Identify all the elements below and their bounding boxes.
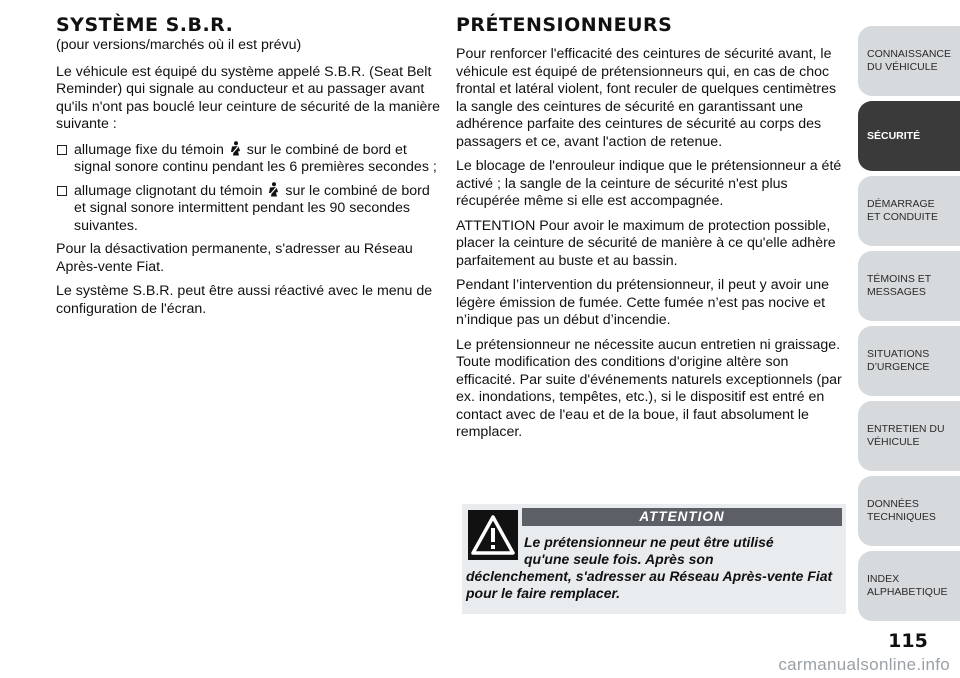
list-item: allumage fixe du témoin sur le combiné de bord et signal sonore continu pendant les 6 premières secondes ; [56, 141, 440, 177]
warning-header: ATTENTION [522, 508, 842, 526]
chapter-tabs [858, 0, 960, 678]
seatbelt-warning-icon [267, 182, 280, 197]
bullet-box-icon [57, 145, 67, 155]
tab-securite[interactable]: SÉCURITÉ [858, 101, 960, 171]
paragraph: ATTENTION Pour avoir le maximum de protection possible, placer la ceinture de sécurité de manière à ce qu'elle adhère parfaitement au buste et au bassin. [456, 217, 836, 269]
tab-temoins-messages[interactable]: TÉMOINS ET MESSAGES [858, 251, 960, 321]
sbr-bullet-list [56, 141, 440, 236]
warning-box [462, 504, 846, 614]
sbr-reactivation-text: Le système S.B.R. peut être aussi réactivé avec le menu de configuration de l'écran. [56, 283, 433, 317]
paragraph: Pour renforcer l'efficacité des ceintures de sécurité avant, le véhicule est équipé de prétensionneurs qui, en cas de choc frontal et latéral violent, font reculer de quelques centimètres la sangle des ceintures de sécurité en garantissant une adhérence parfaite des ceintures de sécurité au corps des passagers et ce, avant l'action de retenue. [456, 46, 837, 150]
tab-connaissance-vehicule[interactable]: CONNAISSANCE DU VÉHICULE [858, 26, 960, 96]
pretensioner-section [456, 14, 846, 449]
sbr-subtitle: (pour versions/marchés où il est prévu) [56, 37, 302, 53]
bullet-box-icon [57, 186, 67, 196]
watermark: carmanualsonline.info [778, 655, 950, 674]
paragraph: Le prétensionneur ne nécessite aucun entretien ni graissage. Toute modification des conditions d'origine altère son efficacité. Par suite d'événements naturels exceptionnels (par ex. inondations, tempêtes, etc.), si le dispositif est entré en contact avec de l'eau et de la boue, il faut absolument le remplacer. [456, 336, 842, 440]
paragraph: Le blocage de l'enrouleur indique que le prétensionneur a été activé ; la sangle de la ceinture de sécurité n'est plus récupérée même si elle est accompagnée. [456, 158, 842, 209]
sbr-section [56, 14, 440, 325]
sbr-title: SYSTÈME S.B.R. [56, 14, 234, 36]
tab-index-alphabetique[interactable]: INDEX ALPHABETIQUE [858, 551, 960, 621]
tab-entretien-vehicule[interactable]: ENTRETIEN DU VÉHICULE [858, 401, 960, 471]
tab-donnees-techniques[interactable]: DONNÉES TECHNIQUES [858, 476, 960, 546]
tab-demarrage-conduite[interactable]: DÉMARRAGE ET CONDUITE [858, 176, 960, 246]
seatbelt-warning-icon [229, 141, 242, 156]
warning-text: Le prétensionneur ne peut être utilisé qu'une seule fois. Après son déclenchement, s'adresser au Réseau Après-vente Fiat pour le faire remplacer. [466, 534, 833, 601]
tab-situations-urgence[interactable]: SITUATIONS D’URGENCE [858, 326, 960, 396]
page-number: 115 [888, 630, 928, 652]
pretensioner-title: PRÉTENSIONNEURS [456, 14, 673, 36]
paragraph: Pendant l’intervention du prétensionneur, il peut y avoir une légère émission de fumée. Cette fumée n’est pas nocive et n’indique pas un début d’incendie. [456, 277, 830, 328]
sbr-intro: Le véhicule est équipé du système appelé S.B.R. (Seat Belt Reminder) qui signale au conducteur et au passager avant qu'ils n'ont pas bouclé leur ceinture de sécurité de la manière suivante : [56, 63, 440, 132]
list-item: allumage clignotant du témoin sur le combiné de bord et signal sonore intermittent pendant les 90 secondes suivantes. [56, 182, 440, 236]
sbr-deactivation-text: Pour la désactivation permanente, s'adresser au Réseau Après-vente Fiat. [56, 241, 413, 275]
